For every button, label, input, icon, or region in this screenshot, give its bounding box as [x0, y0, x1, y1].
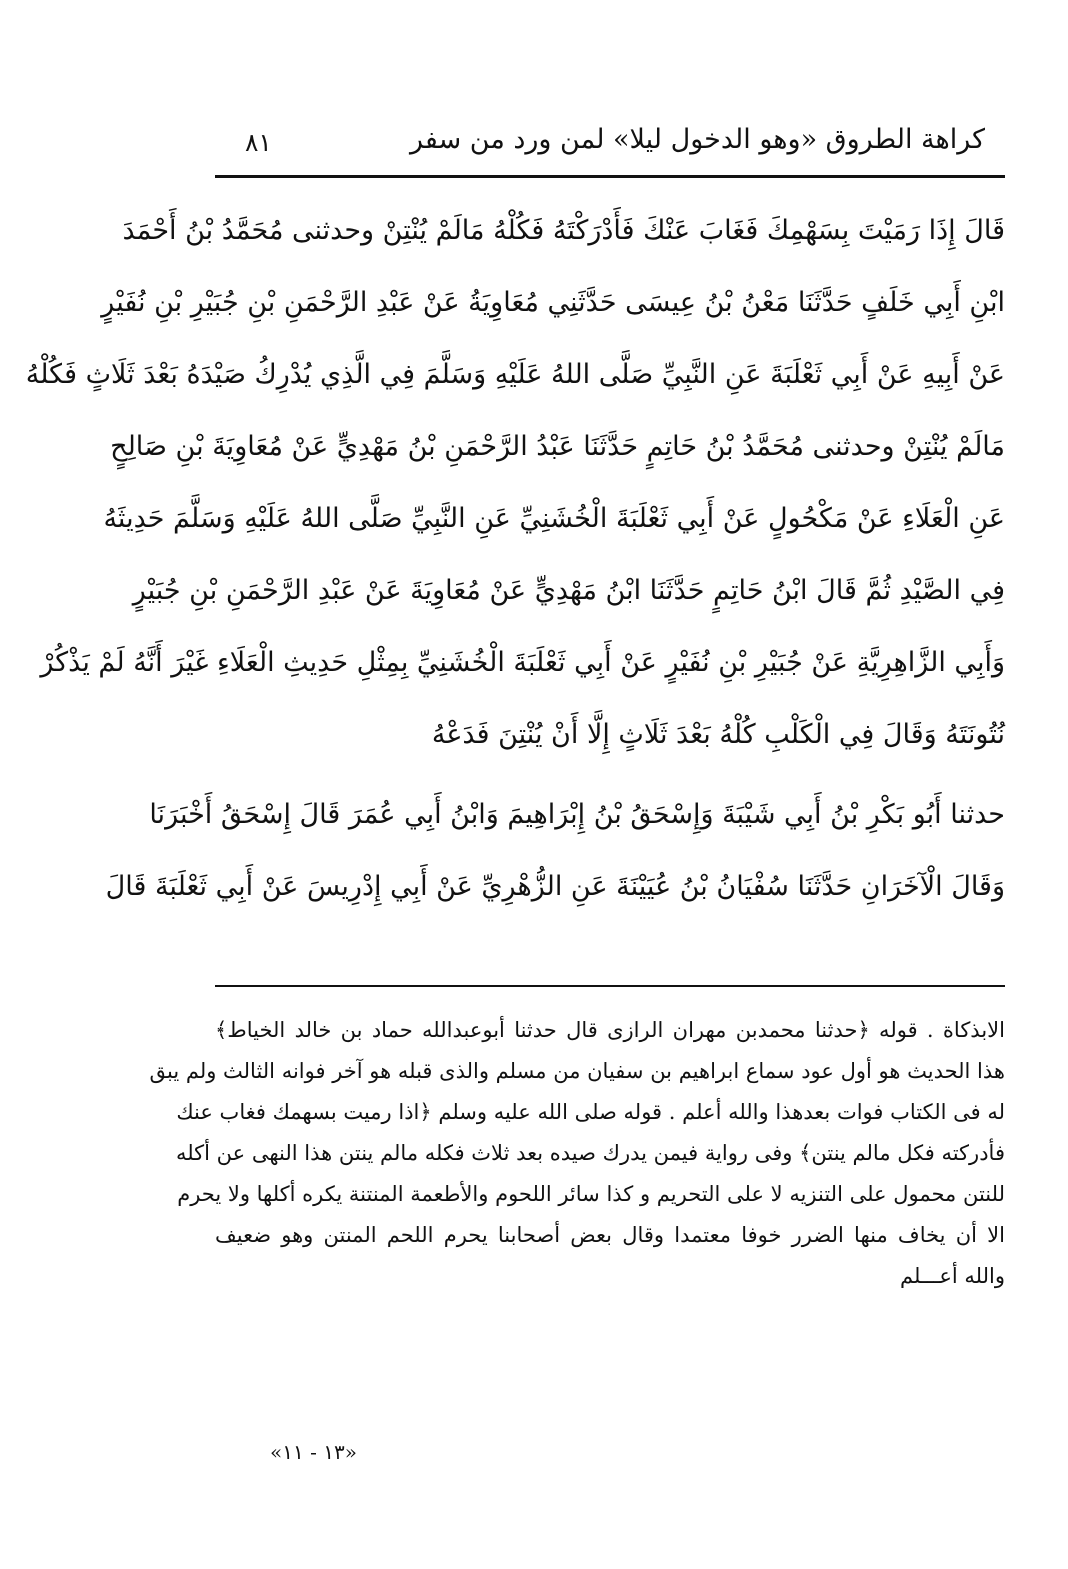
hadith-text [25, 195, 1005, 923]
text-line: مَالَمْ يُنْتِنْ وحدثنى مُحَمَّدُ بْنُ حَاتِمٍ حَدَّثَنَا عَبْدُ الرَّحْمَنِ بْنُ مَهْدِيٍّ عَنْ مُعَاوِيَةَ بْنِ صَالِحٍ [110, 431, 1005, 462]
text-line: حدثنا أَبُو بَكْرِ بْنُ أَبِي شَيْبَةَ وَإِسْحَقُ بْنُ إِبْرَاهِيمَ وَابْنُ أَبِي عُمَرَ قَالَ إِسْحَقُ أَخْبَرَنَا [149, 799, 1005, 830]
text-line: وَأَبِي الزَّاهِرِيَّةِ عَنْ جُبَيْرِ بْنِ نُفَيْرٍ عَنْ أَبِي ثَعْلَبَةَ الْخُشَنِيِّ بِمِثْلِ حَدِيثِ الْعَلَاءِ غَيْرَ أَنَّهُ لَمْ يَذْكُرْ [40, 647, 1005, 678]
text-line: قَالَ إِذَا رَمَيْتَ بِسَهْمِكَ فَغَابَ عَنْكَ فَأَدْرَكْتَهُ فَكُلْهُ مَالَمْ يُنْتِنْ وحدثنى مُحَمَّدُ بْنُ أَحْمَدَ [122, 215, 1005, 246]
header-divider [215, 175, 1005, 178]
footnote-line: والله أعـــلم [899, 1264, 1005, 1288]
footnote-line: هذا الحديث هو أول عود سماع ابراهيم بن سفيان من مسلم والذى قبله هو آخر فوانه الثالث ولم يبق [149, 1059, 1005, 1083]
text-line: نُتُونَتَهُ وَقَالَ فِي الْكَلْبِ كُلْهُ بَعْدَ ثَلَاثٍ إِلَّا أَنْ يُنْتِنَ فَدَعْهُ [431, 719, 1005, 750]
footnote-line: الا أن يخاف منها الضرر خوفا معتمدا وقال بعض أصحابنا يحرم اللحم المنتن وهو ضعيف [215, 1223, 1005, 1247]
footnote-line: الابذكاة . قوله ﴿حدثنا محمدبن مهران الرازى قال حدثنا أبوعبدالله حماد بن خالد الخياط﴾ [215, 1018, 1005, 1042]
footnote-line: فأدركته فكل مالم ينتن﴾ وفى رواية فيمن يدرك صيده بعد ثلاث فكله مالم ينتن هذا النهى عن أكله [175, 1141, 1005, 1165]
text-line: عَنِ الْعَلَاءِ عَنْ مَكْحُولٍ عَنْ أَبِي ثَعْلَبَةَ الْخُشَنِيِّ عَنِ النَّبِيِّ صَلَّى اللهُ عَلَيْهِ وَسَلَّمَ حَدِيثَهُ [103, 503, 1005, 534]
text-line: عَنْ أَبِيهِ عَنْ أَبِي ثَعْلَبَةَ عَنِ النَّبِيِّ صَلَّى اللهُ عَلَيْهِ وَسَلَّمَ فِي الَّذِي يُدْرِكُ صَيْدَهُ بَعْدَ ثَلَاثٍ فَكُلْهُ [25, 359, 1005, 390]
text-line: ابْنِ أَبِي خَلَفٍ حَدَّثَنَا مَعْنُ بْنُ عِيسَى حَدَّثَنِي مُعَاوِيَةُ عَنْ عَبْدِ الرَّحْمَنِ بْنِ جُبَيْرِ بْنِ نُفَيْرٍ [101, 287, 1005, 318]
text-line: فِي الصَّيْدِ ثُمَّ قَالَ ابْنُ حَاتِمٍ حَدَّثَنَا ابْنُ مَهْدِيٍّ عَنْ مُعَاوِيَةَ عَنْ عَبْدِ الرَّحْمَنِ بْنِ جُبَيْرٍ [132, 575, 1005, 606]
footnote-divider [215, 985, 1005, 987]
running-header [215, 118, 1005, 168]
footnote-line: للنتن محمول على التنزيه لا على التحريم و كذا سائر اللحوم والأطعمة المنتنة يكره أكلها ولا يحرم [177, 1182, 1005, 1206]
text-line: وَقَالَ الْآخَرَانِ حَدَّثَنَا سُفْيَانُ بْنُ عُيَيْنَةَ عَنِ الزُّهْرِيِّ عَنْ أَبِي إِدْرِيسَ عَنْ أَبِي ثَعْلَبَةَ قَالَ [105, 871, 1005, 902]
footnote-line: له فى الكتاب فوات بعدهذا والله أعلم . قوله صلى الله عليه وسلم ﴿اذا رميت بسهمك فغاب عنك [176, 1100, 1005, 1124]
page-number: ٨١ [245, 128, 272, 157]
printer-signature: «١٣ - ١١» [270, 1440, 357, 1464]
commentary-footnotes [149, 1010, 1005, 1297]
chapter-title: كراهة الطروق «وهو الدخول ليلا» لمن ورد من سفر [410, 124, 985, 155]
